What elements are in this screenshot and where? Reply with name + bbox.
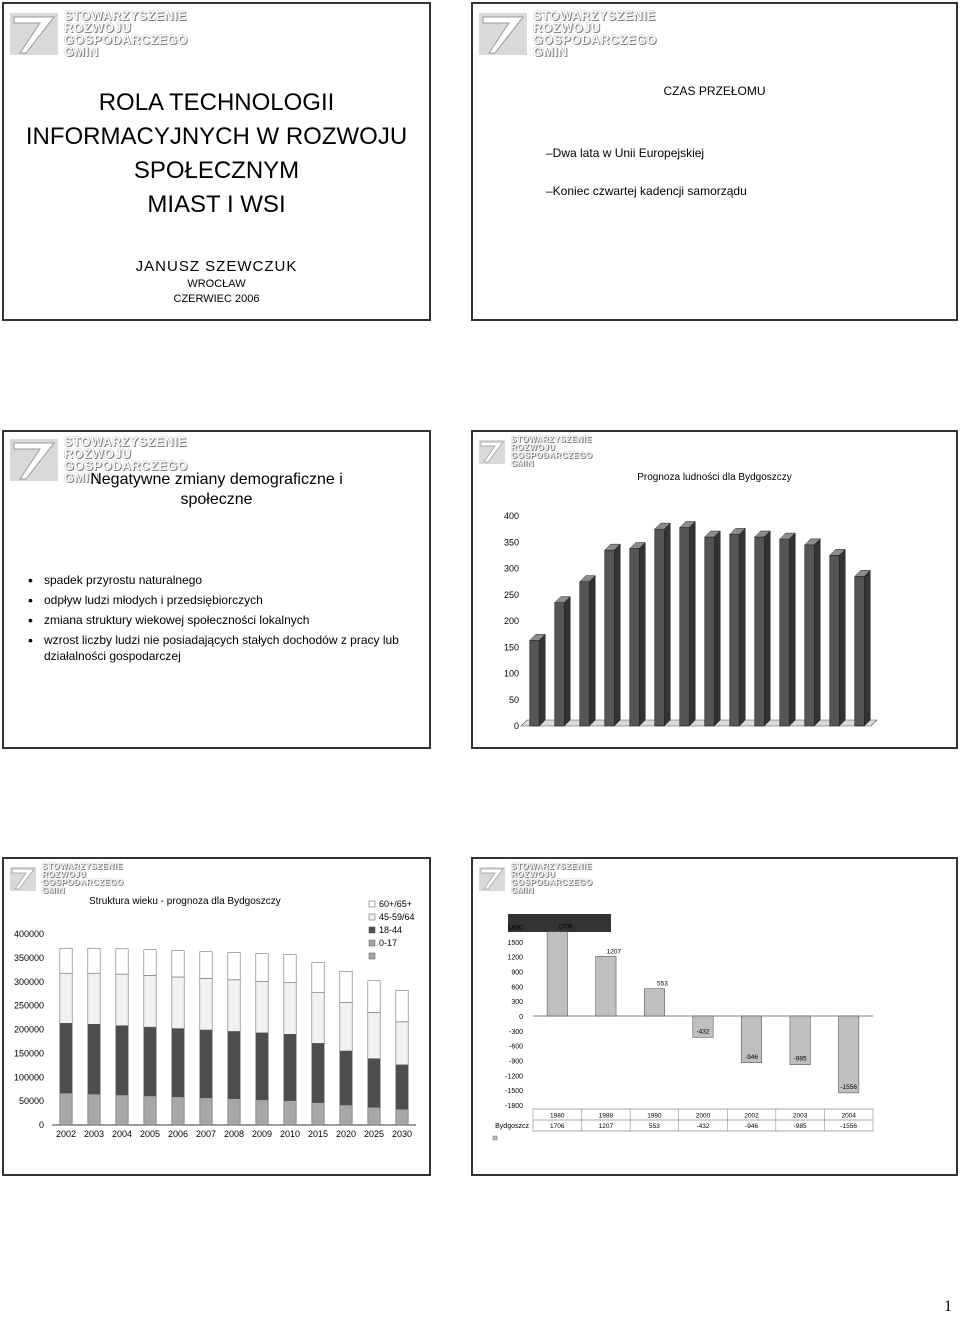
x-tick-label: 2005 bbox=[139, 1129, 161, 1139]
data-label: -985 bbox=[793, 1055, 807, 1063]
logo-text: STOWARZYSZENIE ROZWOJU GOSPODARCZEGO GMIN bbox=[64, 9, 188, 59]
data-label: -946 bbox=[745, 1053, 759, 1061]
chart-floor bbox=[521, 720, 877, 726]
y-tick-label: 300 bbox=[511, 999, 523, 1007]
bar-segment bbox=[60, 1093, 72, 1125]
chart-population bbox=[473, 494, 956, 744]
y-tick-label: 50000 bbox=[18, 1096, 44, 1107]
stacked-bar bbox=[368, 981, 380, 1125]
y-tick-label: 150000 bbox=[13, 1048, 44, 1059]
date: CZERWIEC 2006 bbox=[173, 293, 260, 305]
bar-segment bbox=[144, 1096, 156, 1125]
y-tick-label: 1500 bbox=[507, 939, 523, 947]
bar-segment bbox=[200, 952, 212, 979]
bar-segment bbox=[312, 963, 324, 993]
bar-segment bbox=[256, 981, 268, 1033]
bar-segment bbox=[200, 1030, 212, 1098]
bar-front bbox=[830, 555, 840, 726]
x-tick-label: 2003 bbox=[83, 1129, 105, 1139]
bar-front bbox=[755, 537, 765, 726]
bar-segment bbox=[200, 1098, 212, 1125]
stacked-bar bbox=[60, 948, 72, 1125]
data-label: 553 bbox=[656, 980, 668, 988]
x-tick-label: 2010 bbox=[279, 1129, 301, 1139]
list-item: –Koniec czwartej kadencji samorządu bbox=[546, 184, 747, 198]
bullet-list bbox=[26, 572, 421, 668]
bar bbox=[805, 539, 821, 726]
data-label: -1556 bbox=[840, 1083, 858, 1091]
bar-side bbox=[589, 576, 595, 726]
x-tick-label: 2008 bbox=[223, 1129, 245, 1139]
bar-segment bbox=[116, 949, 128, 974]
bar-segment bbox=[396, 990, 408, 1022]
table-value-cell: -946 bbox=[745, 1123, 759, 1130]
x-tick-label: 2015 bbox=[307, 1129, 329, 1139]
logo bbox=[479, 10, 657, 58]
bar-side bbox=[739, 528, 745, 726]
page-number: 1 bbox=[944, 1298, 952, 1315]
slide-czas-przelomu bbox=[471, 2, 958, 321]
bar-segment bbox=[284, 983, 296, 1035]
bullet-item: • spadek przyrostu naturalnego bbox=[26, 572, 421, 588]
bar-front bbox=[630, 549, 640, 726]
bar-segment bbox=[228, 980, 240, 1032]
slide-heading: CZAS PRZEŁOMU bbox=[663, 84, 766, 98]
bar-front bbox=[580, 582, 590, 726]
bar-segment bbox=[312, 1103, 324, 1125]
bar-segment bbox=[116, 1095, 128, 1125]
y-tick-label: -600 bbox=[508, 1043, 523, 1051]
table-header-cell: 2003 bbox=[792, 1112, 808, 1120]
bar-segment bbox=[88, 1024, 100, 1094]
bar-front bbox=[530, 640, 540, 726]
bar bbox=[630, 543, 646, 726]
bar-segment bbox=[172, 977, 184, 1029]
y-tick-label: -300 bbox=[508, 1028, 523, 1036]
x-tick-label: 2006 bbox=[167, 1129, 189, 1139]
bar-side bbox=[864, 570, 870, 726]
logo-mark-icon bbox=[479, 440, 505, 464]
bar-segment bbox=[340, 1105, 352, 1125]
table-header-cell: 1980 bbox=[550, 1112, 565, 1120]
y-tick-label: 150 bbox=[503, 642, 519, 653]
bar-segment bbox=[172, 1097, 184, 1125]
bar-side bbox=[639, 543, 645, 726]
bar-segment bbox=[228, 1031, 240, 1098]
legend-swatch bbox=[369, 927, 375, 933]
bar-segment bbox=[60, 973, 72, 1023]
table-header-cell: 2000 bbox=[695, 1112, 711, 1120]
logo-mark-icon bbox=[10, 13, 58, 55]
slide-title bbox=[2, 2, 431, 321]
y-tick-label: 900 bbox=[511, 969, 523, 977]
bar-side bbox=[614, 544, 620, 726]
bar-side bbox=[714, 531, 720, 726]
bar-segment bbox=[172, 951, 184, 977]
y-tick-label: 250 bbox=[503, 589, 519, 600]
bar-segment bbox=[228, 953, 240, 980]
x-tick-label: 2007 bbox=[195, 1129, 217, 1139]
legend-label: 0-17 bbox=[379, 938, 398, 948]
stacked-bar bbox=[172, 951, 184, 1125]
bar-segment bbox=[144, 1027, 156, 1096]
bar-front bbox=[855, 576, 865, 726]
stacked-bar bbox=[228, 953, 240, 1125]
stacked-bar bbox=[284, 955, 296, 1125]
logo-mark-icon bbox=[479, 867, 505, 891]
city: WROCŁAW bbox=[187, 278, 246, 290]
table-value-cell: -432 bbox=[696, 1123, 710, 1130]
bar bbox=[755, 531, 771, 726]
y-tick-label: 300000 bbox=[13, 976, 44, 987]
bar-segment bbox=[88, 1094, 100, 1125]
y-tick-label: 100000 bbox=[13, 1072, 44, 1083]
data-label: -432 bbox=[696, 1028, 710, 1036]
logo-text: STOWARZYSZENIE ROZWOJU GOSPODARCZEGO GMIN bbox=[42, 862, 124, 895]
chart-age-structure bbox=[4, 889, 429, 1169]
logo-text: STOWARZYSZENIE ROZWOJU GOSPODARCZEGO GMIN bbox=[511, 862, 593, 895]
legend-swatch bbox=[369, 901, 375, 907]
legend-label: 60+/65+ bbox=[379, 899, 413, 909]
bar-segment bbox=[144, 950, 156, 976]
data-label: 1706 bbox=[558, 923, 573, 931]
bar bbox=[596, 956, 616, 1016]
bar-segment bbox=[368, 1107, 380, 1125]
legend-swatch bbox=[369, 914, 375, 920]
bar bbox=[830, 549, 846, 726]
bar-front bbox=[730, 534, 740, 726]
stacked-bar bbox=[88, 948, 100, 1125]
slide-demografia bbox=[2, 430, 431, 749]
y-tick-label: 350000 bbox=[13, 952, 44, 963]
list-item: –Dwa lata w Unii Europejskiej bbox=[546, 146, 705, 160]
logo-mark-icon bbox=[10, 867, 36, 891]
bar-segment bbox=[60, 1023, 72, 1093]
legend-swatch bbox=[369, 953, 375, 959]
bar-front bbox=[705, 537, 715, 726]
bar bbox=[555, 597, 571, 726]
bar-segment bbox=[116, 974, 128, 1026]
bar-segment bbox=[284, 1034, 296, 1100]
bar-segment bbox=[88, 973, 100, 1024]
y-tick-label: 0 bbox=[38, 1120, 44, 1130]
stacked-bar bbox=[256, 954, 268, 1125]
y-tick-label: 200000 bbox=[13, 1024, 44, 1035]
bar-side bbox=[664, 523, 670, 726]
bar bbox=[780, 533, 796, 726]
bar-segment bbox=[312, 1043, 324, 1102]
bar bbox=[839, 1016, 859, 1093]
chart-title: Prognoza ludności dla Bydgoszczy bbox=[637, 472, 792, 483]
bar-side bbox=[764, 531, 770, 726]
logo-text: STOWARZYSZENIE ROZWOJU GOSPODARCZEGO GMIN bbox=[533, 9, 657, 59]
stacked-bar bbox=[116, 949, 128, 1125]
y-tick-label: 0 bbox=[513, 721, 519, 731]
bar-segment bbox=[340, 971, 352, 1002]
bar-segment bbox=[256, 1033, 268, 1100]
table-value-cell: 1207 bbox=[598, 1123, 614, 1130]
logo bbox=[479, 436, 593, 468]
bar bbox=[530, 634, 546, 726]
logo-mark-icon bbox=[479, 13, 527, 55]
y-tick-label: -1200 bbox=[505, 1073, 523, 1081]
bar-side bbox=[814, 539, 820, 726]
chart-migration bbox=[473, 909, 956, 1169]
stacked-bar bbox=[396, 990, 408, 1125]
x-tick-label: 2020 bbox=[335, 1129, 357, 1139]
bar-front bbox=[555, 603, 565, 726]
bar-side bbox=[539, 634, 545, 726]
bar-front bbox=[605, 550, 615, 726]
table-value-cell: 553 bbox=[648, 1123, 660, 1130]
y-tick-label: 600 bbox=[511, 984, 523, 992]
bar bbox=[580, 576, 596, 726]
y-tick-label: 100 bbox=[503, 668, 519, 679]
stacked-bar bbox=[312, 963, 324, 1125]
y-tick-label: 0 bbox=[519, 1014, 523, 1021]
bar bbox=[547, 932, 567, 1016]
y-tick-label: 200 bbox=[503, 616, 519, 626]
bar-segment bbox=[116, 1026, 128, 1095]
y-tick-label: 400 bbox=[503, 511, 519, 521]
bar-front bbox=[680, 528, 690, 726]
x-tick-label: 2004 bbox=[111, 1129, 133, 1139]
table-value-cell: -985 bbox=[793, 1123, 807, 1130]
legend-swatch bbox=[493, 1136, 497, 1140]
y-tick-label: -900 bbox=[508, 1058, 523, 1066]
bar bbox=[644, 989, 664, 1016]
x-tick-label: 2009 bbox=[251, 1129, 273, 1139]
bar-segment bbox=[284, 1101, 296, 1125]
bar-side bbox=[789, 533, 795, 726]
y-tick-label: 250000 bbox=[13, 1000, 44, 1011]
bar bbox=[680, 522, 696, 726]
table-header-cell: 1990 bbox=[647, 1112, 662, 1120]
bar bbox=[605, 544, 621, 726]
bar-segment bbox=[228, 1099, 240, 1125]
bar-segment bbox=[256, 1100, 268, 1125]
bar-segment bbox=[340, 1051, 352, 1105]
chart-title: Struktura wieku - prognoza dla Bydgoszczy bbox=[89, 896, 281, 907]
slide-prognoza-ludnosci bbox=[471, 430, 958, 749]
legend-label: 45-59/64 bbox=[379, 912, 415, 922]
x-tick-label: 2002 bbox=[55, 1129, 77, 1139]
y-tick-label: 1800 bbox=[507, 925, 523, 932]
bar-segment bbox=[200, 978, 212, 1030]
logo-text: STOWARZYSZENIE ROZWOJU GOSPODARCZEGO GMIN bbox=[511, 435, 593, 468]
bar-segment bbox=[396, 1022, 408, 1065]
bullet-item: • zmiana struktury wiekowej społeczności lokalnych bbox=[26, 612, 421, 628]
x-tick-label: 2030 bbox=[391, 1129, 413, 1139]
y-tick-label: -1800 bbox=[505, 1103, 523, 1110]
bar-side bbox=[689, 522, 695, 726]
bar-segment bbox=[396, 1065, 408, 1109]
table-row-label: Bydgoszcz bbox=[495, 1123, 529, 1130]
bar bbox=[705, 531, 721, 726]
logo bbox=[479, 863, 593, 895]
table-value-cell: -1556 bbox=[840, 1123, 858, 1130]
table-value-cell: 1706 bbox=[550, 1123, 565, 1130]
logo-text: STOWARZYSZENIE ROZWOJU GOSPODARCZEGO GMIN bbox=[64, 435, 188, 485]
bar-segment bbox=[60, 948, 72, 973]
y-tick-label: 350 bbox=[503, 537, 519, 548]
bar bbox=[655, 523, 671, 726]
bar-side bbox=[564, 597, 570, 726]
y-tick-label: -1500 bbox=[505, 1088, 523, 1096]
bar-segment bbox=[368, 981, 380, 1013]
table-header-cell: 1988 bbox=[598, 1112, 614, 1120]
bar-segment bbox=[368, 1059, 380, 1108]
bar-side bbox=[839, 549, 845, 726]
y-tick-label: 400000 bbox=[13, 929, 44, 939]
bar-segment bbox=[172, 1029, 184, 1097]
bar-segment bbox=[256, 954, 268, 982]
presentation-title: ROLA TECHNOLOGII INFORMACYJNYCH W ROZWOJU SPOŁECZNYM MIAST I WSI bbox=[25, 89, 408, 218]
bar-segment bbox=[284, 955, 296, 983]
stacked-bar bbox=[200, 952, 212, 1125]
bullet-item: • odpływ ludzi młodych i przedsiębiorczych bbox=[26, 592, 421, 608]
slide-heading: Negatywne zmiany demograficzne i społeczne bbox=[90, 471, 343, 508]
bar-segment bbox=[368, 1012, 380, 1058]
bar-segment bbox=[340, 1002, 352, 1051]
slide-saldo-migracji bbox=[471, 857, 958, 1176]
bar-front bbox=[655, 529, 665, 726]
author-name: JANUSZ SZEWCZUK bbox=[135, 258, 298, 275]
bar-segment bbox=[396, 1109, 408, 1125]
y-tick-label: 50 bbox=[508, 694, 519, 705]
bar-front bbox=[805, 545, 815, 726]
stacked-bar bbox=[340, 971, 352, 1125]
bar bbox=[730, 528, 746, 726]
legend-swatch bbox=[369, 940, 375, 946]
bar bbox=[855, 570, 871, 726]
logo bbox=[10, 10, 188, 58]
data-label: 1207 bbox=[606, 948, 622, 956]
table-header-cell: 2004 bbox=[841, 1112, 856, 1120]
y-tick-label: 1200 bbox=[507, 954, 523, 962]
bar-segment bbox=[144, 976, 156, 1028]
legend-label: 18-44 bbox=[379, 925, 403, 935]
stacked-bar bbox=[144, 950, 156, 1125]
x-tick-label: 2025 bbox=[363, 1129, 385, 1139]
y-tick-label: 300 bbox=[503, 563, 519, 574]
bar-front bbox=[780, 539, 790, 726]
bullet-item: • wzrost liczby ludzi nie posiadających stałych dochodów z pracy lub działalności gospodarczej bbox=[26, 632, 421, 664]
bar-segment bbox=[312, 992, 324, 1043]
slide-struktura-wieku bbox=[2, 857, 431, 1176]
bar-segment bbox=[88, 948, 100, 973]
table-header-cell: 2002 bbox=[744, 1112, 759, 1120]
